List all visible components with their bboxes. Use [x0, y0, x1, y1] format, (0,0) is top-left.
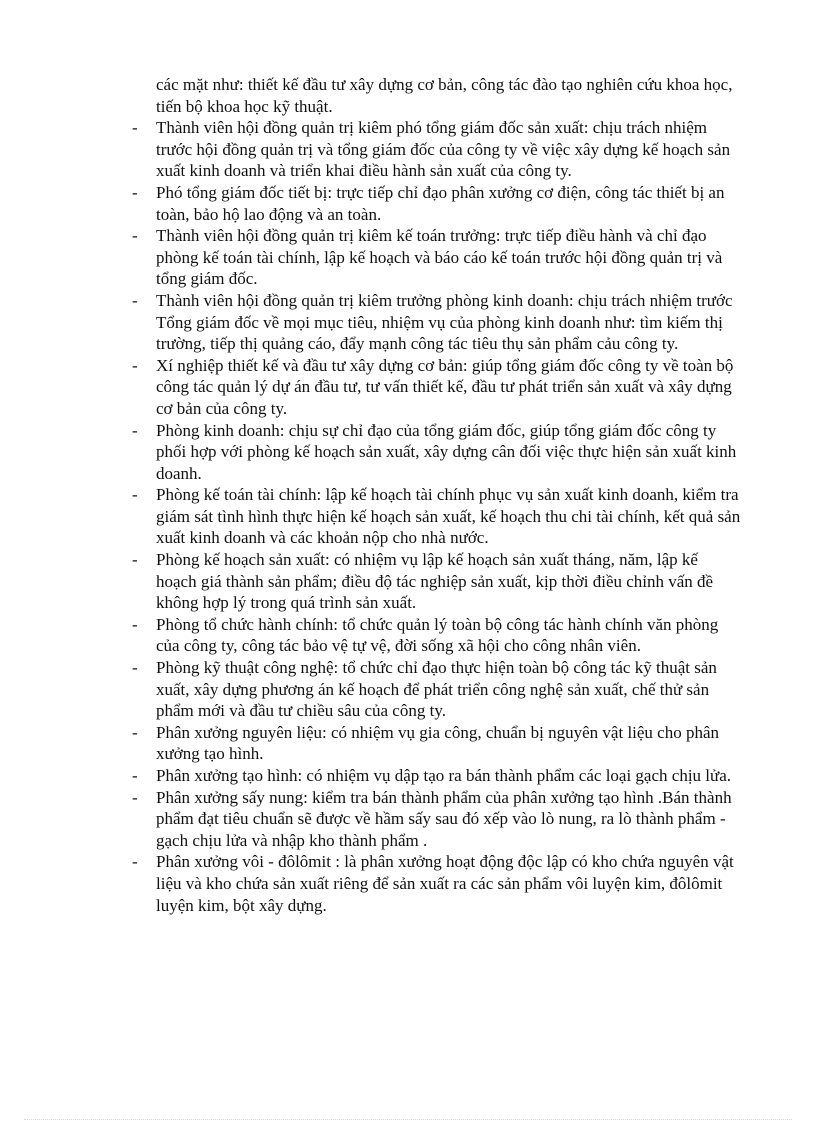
bullet-dash: -	[132, 614, 138, 634]
bullet-dash: -	[132, 182, 138, 202]
list-item-text: Xí nghiệp thiết kế và đầu tư xây dựng cơ bản: giúp tổng giám đốc công ty về toàn bộ công tác quản lý dự án đầu tư, tư vấn thiết kế, đầu tư phát triển sản xuất và xây dựng cơ bản của công ty.	[156, 355, 734, 418]
list-item	[132, 657, 742, 722]
list-item	[132, 851, 742, 916]
bullet-dash: -	[132, 766, 138, 785]
list-item-text: Phân xưởng tạo hình: có nhiệm vụ dập tạo ra bán thành phẩm các loại gạch chịu lửa.	[156, 766, 732, 785]
list-item-text: Phó tổng giám đốc tiết bị: trực tiếp chỉ đạo phân xưởng cơ điện, công tác thiết bị an toàn, bảo hộ lao động và an toàn.	[156, 182, 725, 224]
bullet-dash: -	[132, 290, 138, 310]
bullet-dash: -	[132, 226, 138, 246]
list-item	[132, 182, 742, 225]
list-item	[132, 420, 742, 485]
document-body	[132, 74, 742, 916]
intro-paragraph: các mặt như: thiết kế đầu tư xây dựng cơ bản, công tác đào tạo nghiên cứu khoa học, tiến bộ khoa học kỹ thuật.	[156, 75, 733, 116]
page-bottom-divider	[24, 1119, 792, 1120]
list-item-text: Phòng kế hoạch sản xuất: có nhiệm vụ lập kế hoạch sản xuất tháng, năm, lập kế hoạch giá thành sản phẩm; điều độ tác nghiệp sản xuất, kịp thời điều chỉnh vấn đề không hợp lý trong quá trình sản xuất.	[156, 550, 714, 613]
list-item-text: Phân xưởng sấy nung: kiểm tra bán thành phẩm của phân xưởng tạo hình .Bán thành phẩm đạt tiêu chuẩn sẽ được về hầm sấy sau đó xếp vào lò nung, ra lò thành phẩm - gạch chịu lửa và nhập kho thành phẩm .	[156, 787, 732, 850]
bullet-dash: -	[132, 355, 138, 375]
bullet-dash: -	[132, 852, 138, 872]
list-item-text: Thành viên hội đồng quản trị kiêm kế toán trưởng: trực tiếp điều hành và chỉ đạo phòng kế toán tài chính, lập kế hoạch và báo cáo kế toán trước hội đồng quản trị và tổng giám đốc.	[156, 226, 723, 289]
list-item-text: Phân xưởng vôi - đôlômit : là phân xưởng hoạt động độc lập có kho chứa nguyên vật liệu và kho chứa sản xuất riêng để sản xuất ra các sản phẩm vôi luyện kim, đôlômit luyện kim, bột xây dựng.	[156, 852, 734, 915]
bullet-dash: -	[132, 787, 138, 807]
bullet-dash: -	[132, 118, 138, 138]
list-item	[132, 290, 742, 355]
bullet-dash: -	[132, 485, 138, 505]
list-item-text: Thành viên hội đồng quản trị kiêm phó tổng giám đốc sản xuất: chịu trách nhiệm trước hội đồng quản trị và tổng giám đốc của công ty về việc xây dựng kế hoạch sản xuất kinh doanh và triển khai điều hành sản xuất của công ty.	[156, 118, 731, 181]
list-item	[132, 765, 742, 787]
responsibility-list	[132, 117, 742, 916]
list-item-text: Phòng kỹ thuật công nghệ: tổ chức chỉ đạo thực hiện toàn bộ công tác kỹ thuật sản xuất, xây dựng phương án kế hoạch để phát triển công nghệ sản xuất, chế thử sản phẩm mới và đầu tư chiều sâu của công ty.	[156, 658, 717, 721]
bullet-dash: -	[132, 550, 138, 570]
list-item-text: Phòng kinh doanh: chịu sự chỉ đạo của tổng giám đốc, giúp tổng giám đốc công ty phối hợp với phòng kế hoạch sản xuất, xây dựng cân đối việc thực hiện sản xuất kinh doanh.	[156, 420, 737, 483]
bullet-dash: -	[132, 722, 138, 742]
list-item	[132, 787, 742, 852]
list-item	[132, 722, 742, 765]
list-item	[132, 225, 742, 290]
bullet-dash: -	[132, 658, 138, 678]
list-item	[132, 117, 742, 182]
list-item	[132, 614, 742, 657]
list-item-text: Thành viên hội đồng quản trị kiêm trưởng phòng kinh doanh: chịu trách nhiệm trước Tổng giám đốc về mọi mục tiêu, nhiệm vụ của phòng kinh doanh như: tìm kiếm thị trường, tiếp thị quảng cáo, đẩy mạnh công tác tiêu thụ sản phẩm cảu công ty.	[156, 290, 733, 354]
list-item-text: Phòng tổ chức hành chính: tổ chức quản lý toàn bộ công tác hành chính văn phòng của công ty, công tác bảo vệ tự vệ, đời sống xã hội cho công nhân viên.	[156, 614, 719, 656]
list-item	[132, 355, 742, 420]
list-item-text: Phân xưởng nguyên liệu: có nhiệm vụ gia công, chuẩn bị nguyên vật liệu cho phân xưởng tạo hình.	[156, 722, 720, 764]
list-item	[132, 484, 742, 549]
bullet-dash: -	[132, 420, 138, 440]
list-item	[132, 549, 742, 614]
list-item-text: Phòng kế toán tài chính: lập kế hoạch tài chính phục vụ sản xuất kinh doanh, kiểm tra giám sát tình hình thực hiện kế hoạch sản xuất, kế hoạch thu chi tài chính, kết quả sản xuất kinh doanh và các khoản nộp cho nhà nước.	[156, 485, 741, 548]
